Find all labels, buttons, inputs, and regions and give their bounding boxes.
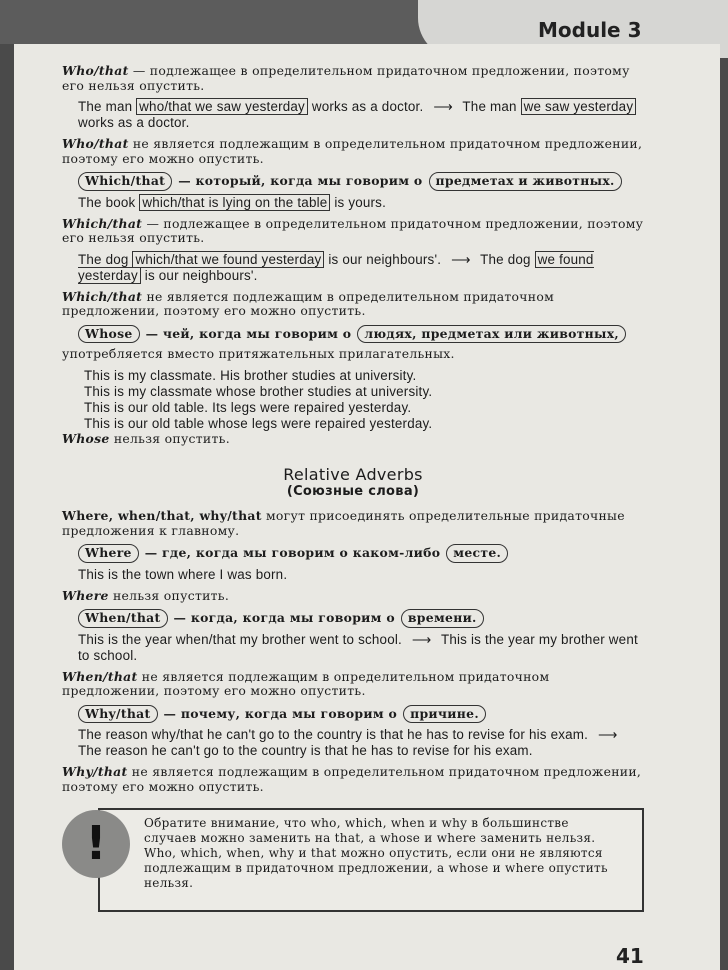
exclamation-icon: ! bbox=[62, 810, 130, 878]
where-example: This is the town where I was born. bbox=[78, 566, 288, 582]
whose-example-2: This is my classmate whose brother studies at university. bbox=[84, 383, 433, 399]
example-which-dog: The dog which/that we found yesterday is our neighbours'. ⟶ The dog we found yesterday is our neighbours'. bbox=[78, 251, 594, 283]
when-example: This is the year when/that my brother went to school. ⟶ This is the year my brother went to school. bbox=[78, 631, 638, 663]
whose-example-1: This is my classmate. His brother studies at university. bbox=[84, 367, 417, 383]
why-note: Why/that не является подлежащим в определительном придаточном предложении, поэтому его можно опустить. bbox=[62, 764, 642, 794]
rule-which-object: Which/that не является подлежащим в определительном придаточном предложении, поэтому его можно опустить. bbox=[62, 288, 555, 318]
why-example: The reason why/that he can't go to the country is that he has to revise for his exam. ⟶ The reason he can't go to the country is that he has to revise for his exam. bbox=[78, 727, 618, 758]
section-title: Relative Adverbs bbox=[283, 465, 423, 484]
which-heading: Which/that — который, когда мы говорим о предметах и животных. bbox=[78, 172, 644, 191]
rule-which-subject: Which/that — подлежащее в определительном придаточном предложении, поэтому его нельзя опустить. bbox=[62, 215, 644, 245]
whose-note: Whose нельзя опустить. bbox=[62, 430, 230, 446]
example-which: The book which/that is lying on the table is yours. bbox=[78, 194, 386, 210]
note-line-2: Who, which, when, why и that можно опустить, если они не являются подлежащим в придаточном предложении, а whose и where опустить нельзя. bbox=[144, 846, 608, 890]
why-heading: Why/that — почему, когда мы говорим о причине. bbox=[78, 705, 644, 724]
section-subtitle: (Союзные слова) bbox=[286, 483, 420, 499]
when-note: When/that не является подлежащим в определительном придаточном предложении, поэтому его можно опустить. bbox=[62, 668, 550, 698]
when-heading: When/that — когда, когда мы говорим о времени. bbox=[78, 609, 644, 628]
where-note: Where нельзя опустить. bbox=[62, 587, 230, 603]
whose-example-3: This is our old table. Its legs were repaired yesterday. bbox=[84, 399, 412, 415]
page-number: 41 bbox=[616, 944, 644, 968]
page-content bbox=[62, 64, 644, 800]
whose-heading: Whose — чей, когда мы говорим о людях, предметах или животных, bbox=[78, 325, 644, 344]
whose-rule-continuation: употребляется вместо притяжательных прилагательных. bbox=[62, 346, 455, 361]
whose-example-4: This is our old table whose legs were repaired yesterday. bbox=[84, 415, 433, 431]
whose-examples bbox=[84, 368, 644, 432]
note-line-1: Обратите внимание, что who, which, when и why в большинстве случаев можно заменить на that, а whose и where заменить нельзя. bbox=[144, 816, 596, 845]
note-box bbox=[98, 808, 644, 912]
rule-who-object: Who/that не является подлежащим в определительном придаточном предложении, поэтому его можно опустить. bbox=[62, 136, 643, 166]
note-text bbox=[144, 816, 624, 891]
where-heading: Where — где, когда мы говорим о каком-либо месте. bbox=[78, 544, 644, 563]
section-intro: Where, when/that, why/that могут присоединять определительные придаточные предложения к главному. bbox=[62, 508, 625, 538]
example-who: The man who/that we saw yesterday works as a doctor. ⟶ The man we saw yesterday works as a doctor. bbox=[78, 99, 644, 131]
module-title: Module 3 bbox=[538, 18, 642, 42]
rule-who-subject: Who/that — подлежащее в определительном придаточном предложении, поэтому его нельзя опустить. bbox=[62, 63, 630, 93]
